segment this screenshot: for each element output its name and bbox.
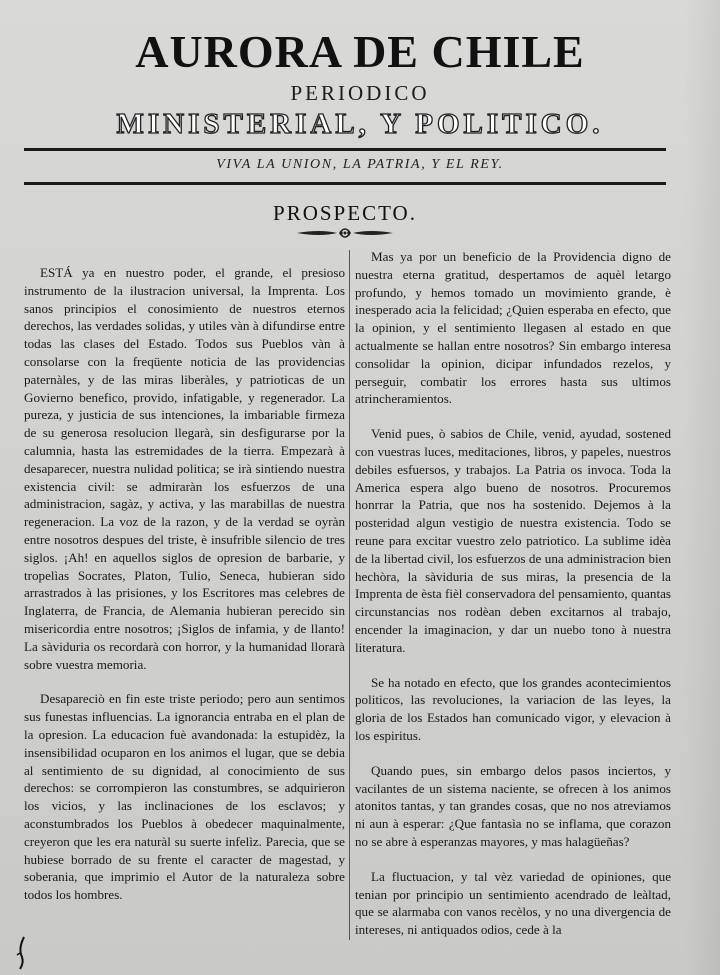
paragraph: La fluctuacion, y tal vèz variedad de opiniones, que tenian por principio un sentimiento acendrado de leàltad, que se alarmaba con vanos recèlos, y no una divergencia de intereses, ni antiquados odios, cede à la	[355, 868, 671, 938]
masthead-rule-top	[24, 148, 666, 151]
left-column	[24, 264, 345, 921]
column-divider	[349, 250, 350, 940]
paragraph: Desapareciò en fin este triste periodo; pero aun sentimos sus funestas influencias. La ignorancia entraba en el plan de la opresion. La educacion fuè avandonada: la estupidèz, la insensibilidad ocuparon en los animos el lugar, que se debia al sentimiento de su dignidad, al conocimiento de sus derechos: se corrompieron las constumbres, se adquirieron los vicios, y las inclinaciones de los esclavos; y aconstumbrados los Pueblos à obedecer maquinalmente, creyeron que les era naturàl su suerte infelìz. Parecia, que se hubiese borrado de su frente el caracter de magestad, y soberania, que imprimio el Autor de la naturaleza sobre todos los hombres.	[24, 691, 345, 903]
right-column	[355, 248, 671, 956]
masthead-rule-bottom	[24, 182, 666, 185]
masthead	[0, 28, 720, 140]
paragraph: ESTÁ ya en nuestro poder, el grande, el presioso instrumento de la ilustracion universal, la Imprenta. Los sanos principios el conosimiento de nuestros eternos derechos, las verdades solidas, y utiles vàn à difundirse entre todas las clases del Estado. Todos sus Pueblos vàn à consolarse con la freqüente noticia de las providencias paternàles, y de las miras liberàles, y patrioticas de un Govierno benefico, provido, infatigable, y regenerador. La pureza, y justicia de sus intenciones, la imbariable firmeza de su generosa resolucion llegarà, sin desfigurarse por la calumnia, hasta las estremidades de la tierra. Empezarà à desaparecer, nuestra nulidad politica; se irà sintiendo nuestra existencia civil: se admiraràn los esfuerzos de una administracion, sagàz, y activa, y las marabillas de nuestra regeneracion. La voz de la razon, y de la verdad se oyràn entre nosotros despues del triste, è insufrible silencio de tres siglos. ¡Ah! en aquellos siglos de opresion de barbarie, y tropelìas Socrates, Platon, Tulio, Seneca, hubieran sido arrastrados à las prisiones, y los Escritores mas celebres de Inglaterra, de Francia, de Alemania hubieran perecido sin misericordia entre nosotros; ¡Siglos de infamia, y de llanto! La sàviduria os recordarà con horror, y la humanidad llorarà sobre vuestra memoria.	[24, 265, 345, 672]
newspaper-subtitle: PERIODICO	[290, 81, 430, 105]
newspaper-title: AURORA DE CHILE	[135, 26, 585, 77]
paragraph: Quando pues, sin embargo delos pasos inciertos, y vacilantes de un sistema naciente, se ofrecen à los animos atonitos tantas, y tan grandes cosas, que no nos atreviamos ni aun à esperar: ¿Que fantasìa no se inflama, que corazon no se abre à esperanzas mayores, y mas halagüeñas?	[355, 762, 671, 849]
paragraph: Se ha notado en efecto, que los grandes acontecimientos politicos, las revoluciones, la variacion de las leyes, la gloria de los Estados han comunicado vigor, y elevacion à los espiritus.	[355, 674, 671, 743]
paragraph: Mas ya por un beneficio de la Providencia digno de nuestra eterna gratitud, despertamos de aquèl letargo profundo, y hemos tomado un movimiento grande, è inesperado acia la felicidad; ¿Quien esperaba en efecto, que la opinion, y el sentimiento llegasen al estado en que actualmente se hallan entre nosotros? Sin embargo interesa consolidar la opinion, dicipar infundados rezelos, y perseguir, combatir los errores hasta sus ultimos atrincheramientos.	[355, 249, 671, 407]
pen-mark-icon	[14, 935, 30, 971]
ornament-icon	[295, 226, 395, 240]
newspaper-subtitle-outline: MINISTERIAL, Y POLITICO.	[116, 108, 604, 140]
paragraph: Venid pues, ò sabios de Chile, venid, ayudad, sostened con vuestras luces, meditaciones, libros, y papeles, nuestros debiles esfuersos, y trabajos. La Patria os invoca. Toda la America espera algo bueno de nosotros. Procuremos honrrar la Patria, que nos ha sostenido. Dejemos à la posteridad algun vestigio de nuestra existencia. Todo se reune para excitar vuestro zelo patriotico. La sublime idèa de la libertad civil, los esfuerzos de una administracion bien hechòra, la sàviduria de sus miras, la presencia de la Imprenta de èsta fièl conservadora del pensamiento, quantas circunstancias nos rodèan deben excitarnos al trabajo, encender la imaginacion, y dar un nuebo tono à nuestra literatura.	[355, 426, 671, 655]
motto: VIVA LA UNION, LA PATRIA, Y EL REY.	[216, 157, 504, 172]
page-edge-shadow	[684, 0, 720, 975]
section-title: PROSPECTO.	[273, 201, 417, 225]
